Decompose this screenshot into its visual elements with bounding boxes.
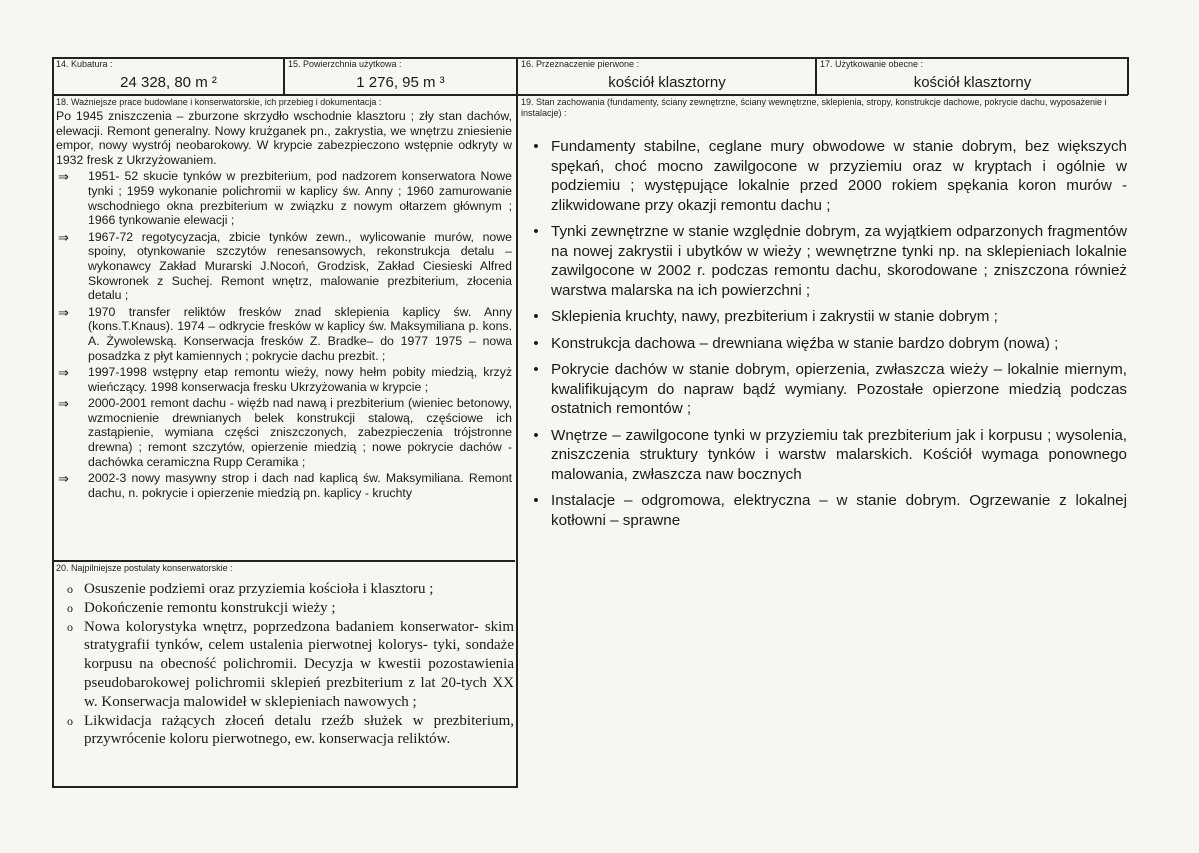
field-17-label: 17. Użytkowanie obecne :: [820, 59, 924, 69]
field-14-kubatura: [56, 59, 281, 93]
section-19-item: [521, 426, 1127, 485]
section-19-item-text: Instalacje – odgromowa, elektryczna – w stanie dobrym. Ogrzewanie z lokalnej kotłowni – sprawne: [551, 492, 1127, 529]
section-18-item-text: 1970 transfer reliktów fresków znad sklepienia kaplicy św. Anny (kons.T.Knaus). 1974 – odkrycie fresków w kaplicy św. Maksymiliana p. kons. A. Żywolewską. Konserwacja fresków Z. Bradke– do 1977 1975 – nowa posadzka z płyt kamiennych ; pokrycie dachu prezbit. ;: [88, 304, 512, 363]
section-18-prace: [56, 97, 512, 559]
section-19-list: [521, 137, 1127, 530]
section-19-item: [521, 334, 1127, 354]
field-15-value: 1 276, 95 m ³: [356, 74, 445, 91]
arrow-icon: ⇒: [58, 169, 69, 185]
section-19-item-text: Fundamenty stabilne, ceglane mury obwodowe w stanie dobrym, bez większych spękań, choć mocno zawilgocone w przyziemiu oraz w kryptach i ogólnie w podziemiu ; występujące lokalnie przed 2000 rokiem spękania koron murów - zlikwidowane przy okazji remontu dachu ;: [551, 138, 1127, 214]
section-19-item: [521, 360, 1127, 419]
bullet-icon: •: [533, 492, 539, 509]
section-20-item: [56, 618, 514, 712]
field-16-przeznaczenie: [521, 59, 813, 93]
section-20-top-rule: [52, 560, 515, 562]
arrow-icon: ⇒: [58, 396, 69, 412]
section-19-item: [521, 222, 1127, 300]
left-rule: [52, 57, 54, 787]
arrow-icon: ⇒: [58, 365, 69, 381]
bullet-icon: •: [533, 361, 539, 378]
section-18-item: [56, 230, 512, 303]
section-19-item-text: Wnętrze – zawilgocone tynki w przyziemiu tak prezbiterium jak i korpusu ; wysolenia, zniszczenia struktury tynków i warstw malarskich. Kościół wymaga ponownego malowania, zwłaszcza naw bocznych: [551, 426, 1127, 483]
section-19-item: [521, 491, 1127, 530]
section-19-item-text: Sklepienia kruchty, nawy, prezbiterium i zakrystii w stanie dobrym ;: [551, 308, 998, 325]
col-rule-16-17: [815, 57, 817, 95]
section-18-item: [56, 365, 512, 394]
col-rule-14-15: [283, 57, 285, 95]
section-18-item: [56, 169, 512, 227]
circle-bullet-icon: o: [67, 619, 73, 634]
bullet-icon: •: [533, 308, 539, 325]
field-17-value: kościół klasztorny: [913, 74, 1032, 91]
field-16-value: kościół klasztorny: [608, 74, 726, 91]
section-18-item-text: 1997-1998 wstępny etap remontu wieży, nowy hełm pobity miedzią, krzyż wieńczący. 1998 konserwacja fresku Ukrzyżowania w krypcie ;: [88, 365, 512, 394]
bullet-icon: •: [533, 223, 539, 240]
section-20-list: [56, 580, 514, 749]
section-18-item-text: 2000-2001 remont dachu - więźb nad nawą i prezbiterium (wieniec betonowy, wzmocnienie drewnianych belek konstrukcji stalową, częściowe ich zastąpienie, wymiana części zniszczonych, zabezpieczenia trójstronne drewna) ; remont szczytów, opierzenie miedzią ; nowe pokrycie dachów - dachówka ceramiczna Rupp Ceramika ;: [88, 396, 512, 469]
section-20-item-text: Dokończenie remontu konstrukcji wieży ;: [84, 599, 336, 616]
arrow-icon: ⇒: [58, 304, 69, 320]
field-16-label: 16. Przeznaczenie pierwone :: [521, 59, 640, 69]
section-18-intro: Po 1945 zniszczenia – zburzone skrzydło wschodnie klasztoru ; zły stan dachów, elewacji. Remont generalny. Nowy krużganek pn., zakrystia, we wnętrzu zniesienie empor, nowy wystrój neobarokowy. W krypcie zabezpieczono wstępnie odkryty w 1932 fresk z Ukrzyżowaniem.: [56, 109, 512, 167]
field-14-label: 14. Kubatura :: [56, 59, 113, 69]
bullet-icon: •: [533, 334, 539, 352]
section-20-item: [56, 580, 514, 599]
section-20-label: 20. Najpilniejsze postulaty konserwatorskie :: [56, 563, 233, 573]
arrow-icon: ⇒: [58, 471, 69, 487]
bullet-icon: •: [533, 426, 539, 444]
section-19-item-text: Konstrukcja dachowa – drewniana więźba w stanie bardzo dobrym (nowa) ;: [551, 334, 1059, 352]
field-15-label: 15. Powierzchnia użytkowa :: [288, 59, 402, 69]
bullet-icon: •: [533, 138, 539, 155]
circle-bullet-icon: o: [67, 600, 73, 615]
right-rule: [1127, 57, 1129, 95]
field-14-value: 24 328, 80 m ²: [120, 74, 217, 91]
section-19-item: [521, 137, 1127, 215]
section-20-item: [56, 712, 514, 750]
middle-rule: [516, 57, 518, 787]
section-18-list: [56, 169, 512, 500]
section-19-stan: [521, 97, 1127, 557]
section-18-item: [56, 396, 512, 469]
section-18-label: 18. Ważniejsze prace budowlane i konserwatorskie, ich przebieg i dokumentacja :: [56, 97, 382, 107]
section-19-label: 19. Stan zachowania (fundamenty, ściany zewnętrzne, ściany wewnętrzne, sklepienia, stropy, konstrukcje dachowe, pokrycie dachu, wyposażenie i instalacje) :: [521, 97, 1107, 118]
section-20-postulaty: [56, 563, 514, 785]
section-20-item-text: Likwidacja rażących złoceń detalu rzeźb służek w prezbiterium, przywrócenie koloru pierwotnego, ew. konserwacja reliktów.: [84, 712, 514, 748]
arrow-icon: ⇒: [58, 229, 69, 245]
field-15-powierzchnia: [288, 59, 513, 93]
section-18-item-text: 2002-3 nowy masywny strop i dach nad kaplicą św. Maksymiliana. Remont dachu, n. pokrycie i opierzenie miedzią pn. kaplicy - kruchty: [88, 471, 512, 500]
section-20-item-text: Nowa kolorystyka wnętrz, poprzedzona badaniem konserwator- skim stratygrafii tynków, celem ustalenia pierwotnej kolorys- tyki, sondaże korpusu na obecność polichromii. Decyzja w kwestii pozostawienia pseudobarokowej polichromii sklepień prezbiterium z lat 20-tych XX w. Konserwacja malowideł w sklepieniach nawowych ;: [84, 618, 514, 710]
section-19-item-text: Pokrycie dachów w stanie dobrym, opierzenia, zwłaszcza wieży – lokalnie miernym, kwalifikującym do napraw bądź wymiany. Pozostałe opierzone miedzią podczas ostatnich remontów ;: [551, 361, 1127, 417]
section-19-item-text: Tynki zewnętrzne w stanie względnie dobrym, za wyjątkiem odparzonych fragmentów na nowej zakrystii i ubytków w wieży ; wewnętrzne tynki np. na sklepieniach lokalnie zawilgocone w 2002 r. podczas remontu dachu, skorodowane ; zniszczona również warstwa malarska na ich powierzchni ;: [551, 223, 1127, 299]
section-19-item: [521, 307, 1127, 327]
section-20-item-text: Osuszenie podziemi oraz przyziemia kościoła i klasztoru ;: [84, 581, 434, 597]
bottom-left-rule: [52, 786, 518, 788]
header-bottom-rule: [52, 94, 1128, 96]
section-18-item: [56, 305, 512, 363]
circle-bullet-icon: o: [67, 582, 73, 596]
section-18-item-text: 1951- 52 skucie tynków w prezbiterium, pod nadzorem konserwatora Nowe tynki ; 1959 wykonanie polichromii w kaplicy św. Anny ; 1960 zamurowanie wschodniego okna prezbiterium w związku z nowym ołtarzem głównym ; 1966 tynkowanie elewacji ;: [88, 169, 512, 228]
section-18-item-text: 1967-72 regotycyzacja, zbicie tynków zewn., wylicowanie murów, nowe spoiny, otynkowanie szczytów renesansowych, rekonstrukcja detalu – wykonawcy Zakład Murarski J.Nocoń, Grodzisk, Zakład Ciesieski Alfred Skowronek z Suchej. Remont wnętrz, malowanie prezbiterium, złocenia detalu ;: [88, 229, 512, 303]
section-20-item: [56, 599, 514, 618]
circle-bullet-icon: o: [67, 713, 73, 728]
section-18-item: [56, 471, 512, 500]
field-17-uzytkowanie: [820, 59, 1125, 93]
